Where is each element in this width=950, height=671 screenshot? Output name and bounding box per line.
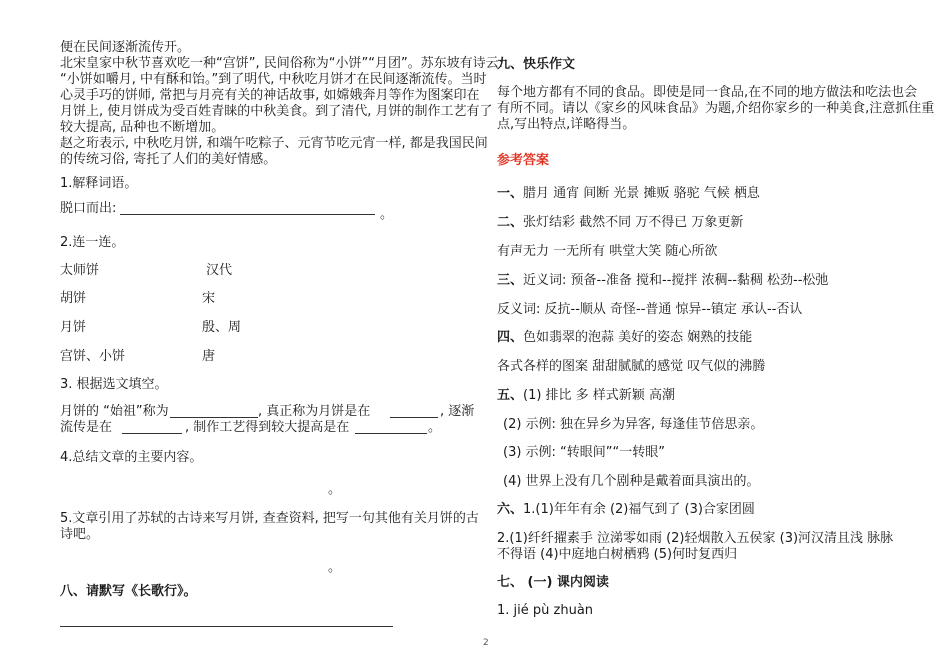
q5-text: 诗吧。: [60, 527, 100, 542]
intro-line: 的传统习俗, 寄托了人们的美好情感。: [60, 152, 277, 167]
q3-text: 。: [428, 420, 442, 435]
q2-right-item[interactable]: 唐: [202, 349, 216, 364]
q3-title: 3. 根据选文填空。: [60, 377, 168, 392]
answer-2-text: 张灯结彩 截然不同 万不得已 万象更新: [523, 215, 744, 230]
answer-6-line2: 2.(1)纤纤擢素手 泣涕零如雨 (2)轻烟散入五侯家 (3)河汉清且浅 脉脉: [497, 531, 894, 546]
q2-right-item[interactable]: 汉代: [206, 263, 233, 278]
q1-title: 1.解释词语。: [60, 176, 138, 191]
q3-blank-2[interactable]: [390, 417, 438, 418]
answer-7-item: 1. jié pù zhuàn: [497, 603, 594, 618]
section-8-title: 八、请默写《长歌行》。: [60, 584, 197, 599]
answer-1-num: 一、: [497, 186, 524, 201]
section-9-title: 九、快乐作文: [497, 57, 576, 72]
intro-line: 较大提高, 品种也不断增加。: [60, 120, 225, 135]
answer-4-text: 色如翡翠的泡蒜 美好的姿态 娴熟的技能: [523, 330, 753, 345]
answer-5-item: (4) 世界上没有几个剧种是戴着面具演出的。: [503, 474, 760, 489]
answer-5-item: (3) 示例: “转眼间”“一转眼”: [503, 445, 665, 460]
q4-answer-blank[interactable]: [60, 490, 325, 491]
q4-title: 4.总结文章的主要内容。: [60, 450, 203, 465]
q3-blank-3[interactable]: [122, 433, 182, 434]
intro-line: 心灵手巧的饼师, 常把与月亮有关的神话故事, 如嫦娥奔月等作为图案印在: [60, 88, 480, 103]
answer-6-line3: 不得语 (4)中庭地白树栖鸦 (5)何时复西归: [497, 547, 738, 562]
q1-end-mark: 。: [380, 207, 394, 222]
q1-item-label: 脱口而出:: [60, 201, 117, 216]
answer-3-num: 三、: [497, 273, 524, 288]
answer-6-text: 1.(1)年年有余 (2)福气到了 (3)合家团圆: [523, 502, 755, 517]
answer-6-num: 六、: [497, 502, 524, 517]
q3-text: , 制作工艺得到较大提高是在: [185, 420, 350, 435]
answer-4-num: 四、: [497, 330, 524, 345]
q5-text: 5.文章引用了苏轼的古诗来写月饼, 查查资料, 把写一句其他有关月饼的古: [60, 511, 479, 526]
q1-answer-blank[interactable]: [120, 214, 375, 215]
q4-end-mark: 。: [328, 482, 342, 497]
q2-right-item[interactable]: 殷、周: [202, 320, 242, 335]
q2-left-item[interactable]: 月饼: [60, 320, 87, 335]
intro-line: 便在民间逐渐流传开。: [60, 40, 191, 55]
q3-text: 月饼的 “始祖”称为: [60, 404, 169, 419]
answer-5-num: 五、: [497, 388, 524, 403]
intro-line: 赵之珩表示, 中秋吃月饼, 和端午吃粽子、元宵节吃元宵一样, 都是我国民间: [60, 136, 488, 151]
q3-text: , 真正称为月饼是在: [258, 404, 371, 419]
s9-line: 每个地方都有不同的食品。即使是同一食品,在不同的地方做法和吃法也会: [497, 85, 918, 100]
intro-line: “小饼如嚼月, 中有酥和饴。”到了明代, 中秋吃月饼才在民间逐渐流传。当时: [60, 72, 487, 87]
q3-text: 流传是在: [60, 420, 113, 435]
answer-4-line2: 各式各样的图案 甜甜腻腻的感觉 叹气似的沸腾: [497, 359, 766, 374]
page-number: 2: [483, 638, 489, 648]
q2-title: 2.连一连。: [60, 235, 125, 250]
answers-title: 参考答案: [497, 153, 550, 168]
q2-right-item[interactable]: 宋: [202, 291, 216, 306]
q5-end-mark: 。: [328, 560, 342, 575]
s9-line: 有所不同。请以《家乡的风味食品》为题,介绍你家乡的一种美食,注意抓住重: [497, 101, 935, 116]
q3-text: , 逐渐: [440, 404, 475, 419]
s8-answer-line[interactable]: [60, 626, 393, 627]
q2-left-item[interactable]: 胡饼: [60, 291, 87, 306]
intro-line: 北宋皇家中秋节喜欢吃一种“宫饼”, 民间俗称为“小饼”“月团”。苏东坡有诗云:: [60, 56, 504, 71]
q2-left-item[interactable]: 宫饼、小饼: [60, 349, 126, 364]
answer-3-text: 近义词: 预备--准备 搅和--搅拌 浓稠--黏稠 松劲--松弛: [523, 273, 829, 288]
answer-2-line2: 有声无力 一无所有 哄堂大笑 随心所欲: [497, 244, 718, 259]
answer-2-num: 二、: [497, 215, 524, 230]
q3-blank-4[interactable]: [355, 433, 427, 434]
answer-1-text: 腊月 通宵 间断 光景 摊贩 骆驼 气候 栖息: [523, 186, 760, 201]
answer-3-line2: 反义词: 反抗--顺从 奇怪--普通 惊异--镇定 承认--否认: [497, 302, 803, 317]
s9-line: 点,写出特点,详略得当。: [497, 117, 636, 132]
q3-blank-1[interactable]: [170, 417, 258, 418]
answer-5-item: (2) 示例: 独在异乡为异客, 每逢佳节倍思亲。: [503, 417, 764, 432]
intro-line: 月饼上, 使月饼成为受百姓青睐的中秋美食。到了清代, 月饼的制作工艺有了: [60, 104, 493, 119]
answer-7-title: 七、 (一) 课内阅读: [497, 575, 609, 590]
q2-left-item[interactable]: 太师饼: [60, 263, 100, 278]
answer-5-text: (1) 排比 多 样式新颖 高潮: [523, 388, 675, 403]
